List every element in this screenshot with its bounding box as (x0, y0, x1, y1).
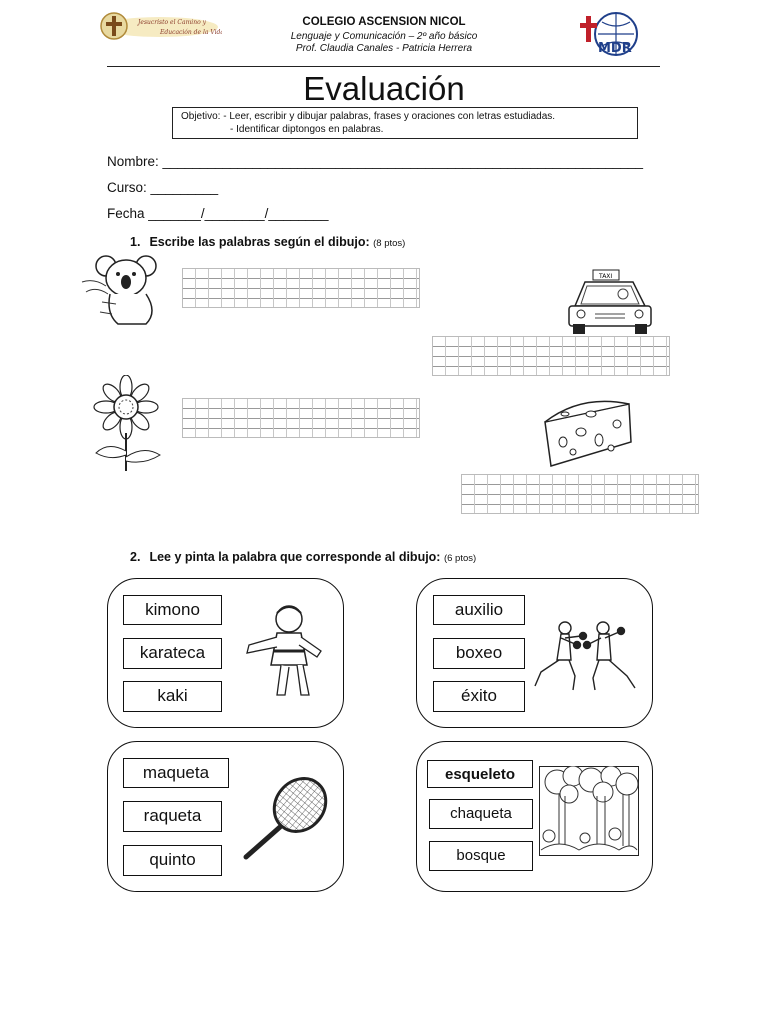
word-option[interactable]: quinto (123, 845, 222, 876)
forest-drawing (539, 766, 639, 856)
question-2: 2. Lee y pinta la palabra que corresponde al dibujo: (6 ptos) (130, 550, 477, 564)
school-name: COLEGIO ASCENSION NICOL (302, 16, 466, 28)
koala-drawing (76, 252, 174, 328)
cheese-drawing (541, 392, 635, 470)
mdr-logo (578, 10, 650, 58)
date-field[interactable]: Fecha _______/________/________ (107, 206, 329, 221)
word-option[interactable]: éxito (433, 681, 525, 712)
writing-grid-sunflower[interactable] (182, 398, 420, 438)
subject-line: Lenguaje y Comunicación – 2º año básico (290, 31, 478, 42)
objective-box (172, 107, 638, 139)
karate-kid-drawing (241, 601, 333, 699)
header-divider (107, 66, 660, 67)
writing-grid-cheese[interactable] (461, 474, 699, 514)
word-option[interactable]: auxilio (433, 595, 525, 625)
writing-grid-koala[interactable] (182, 268, 420, 308)
word-option[interactable]: karateca (123, 638, 222, 669)
page-title: Evaluación (303, 70, 465, 107)
objective-line-1: Objetivo: - Leer, escribir y dibujar palabras, frases y oraciones con letras estudiadas. (181, 111, 556, 122)
word-option[interactable]: kaki (123, 681, 222, 712)
svg-text:MDR: MDR (598, 41, 632, 56)
boxers-drawing (531, 620, 639, 692)
sunflower-drawing (88, 375, 170, 473)
objective-line-2: - Identificar diptongos en palabras. (230, 124, 384, 135)
name-field[interactable]: Nombre: ________________________________________________________________ (107, 154, 644, 169)
word-option[interactable]: boxeo (433, 638, 525, 669)
word-option[interactable]: chaqueta (429, 799, 533, 829)
word-option[interactable]: maqueta (123, 758, 229, 788)
word-option[interactable]: bosque (429, 841, 533, 871)
writing-grid-taxi[interactable] (432, 336, 670, 376)
racket-drawing (232, 775, 336, 865)
svg-text:Jesucristo el Camino y: Jesucristo el Camino y (138, 19, 206, 26)
taxi-drawing (563, 268, 657, 336)
course-field[interactable]: Curso: _________ (107, 180, 219, 195)
word-option[interactable]: kimono (123, 595, 222, 625)
svg-text:Educación de la Vida: Educación de la Vida (160, 29, 222, 36)
question-1: 1. Escribe las palabras según el dibujo: (8 ptos) (130, 235, 406, 249)
word-option[interactable]: raqueta (123, 801, 222, 832)
word-option[interactable]: esqueleto (427, 760, 533, 788)
svg-text:TAXI: TAXI (599, 273, 613, 280)
teachers-line: Prof. Claudia Canales - Patricia Herrera (295, 43, 473, 54)
